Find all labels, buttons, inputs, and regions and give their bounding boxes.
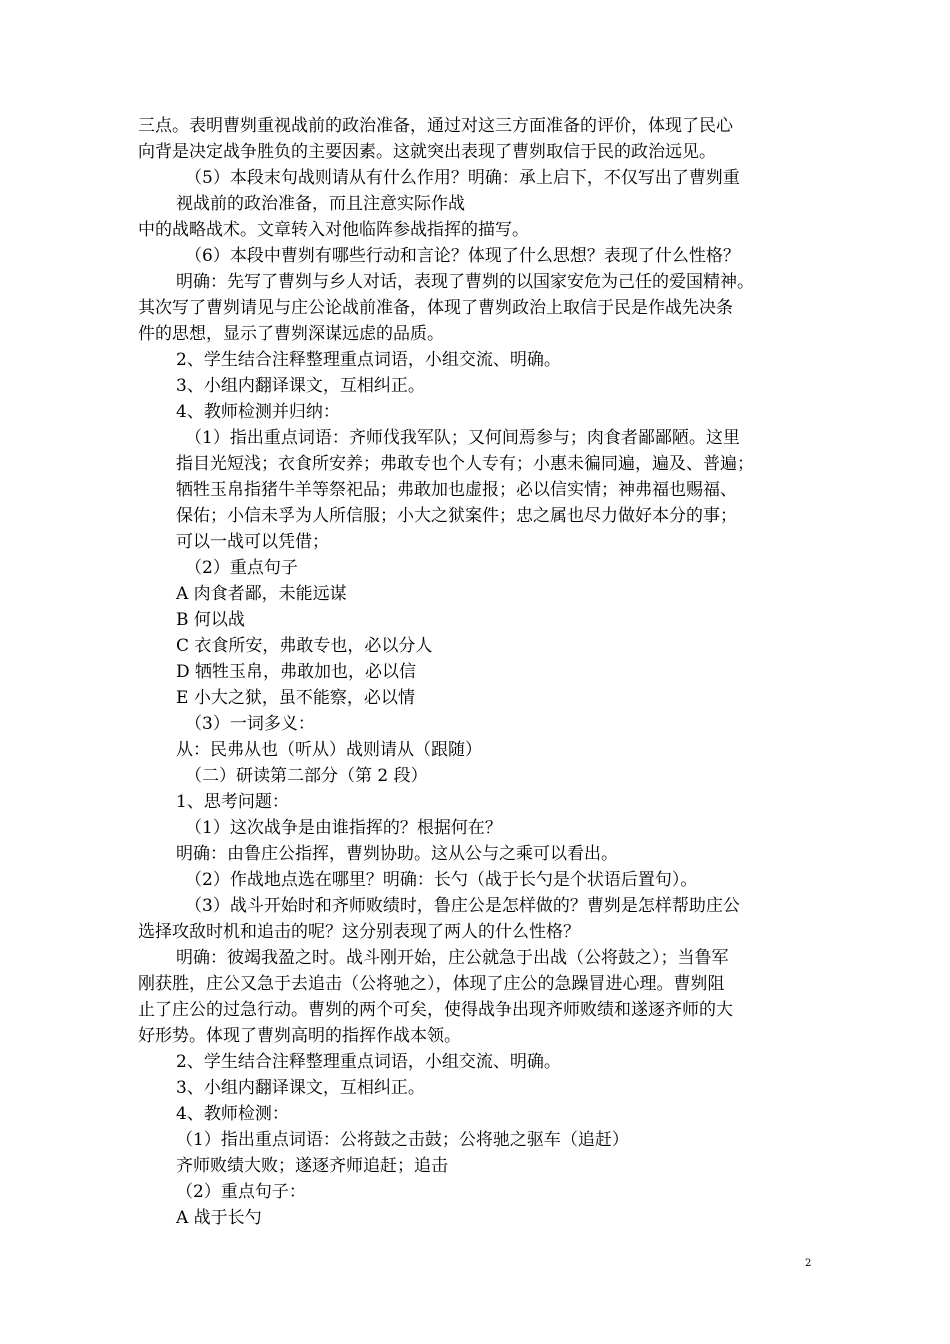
text-line: （5）本段末句战则请从有什么作用？明确：承上启下，不仅写出了曹刿重: [185, 168, 740, 188]
text-line: 3、小组内翻译课文，互相纠正。: [176, 1078, 425, 1098]
text-line: D 牺牲玉帛，弗敢加也，必以信: [176, 662, 417, 682]
text-line: （2）重点句子: [185, 558, 298, 578]
text-line: 视战前的政治准备，而且注意实际作战: [176, 194, 465, 214]
text-line: 指目光短浅；衣食所安养；弗敢专也个人专有；小惠未徧同遍，遍及、普遍；: [176, 454, 754, 474]
text-line: （1）指出重点词语：公将鼓之击鼓；公将驰之驱车（追赶）: [176, 1130, 629, 1150]
text-line: 向背是决定战争胜负的主要因素。这就突出表现了曹刿取信于民的政治远见。: [138, 142, 716, 162]
text-line: 3、小组内翻译课文，互相纠正。: [176, 376, 425, 396]
text-line: 可以一战可以凭借；: [176, 532, 329, 552]
text-line: 其次写了曹刿请见与庄公论战前准备，体现了曹刿政治上取信于民是作战先决条: [138, 298, 733, 318]
text-line: 件的思想，显示了曹刿深谋远虑的品质。: [138, 324, 444, 344]
text-line: 好形势。体现了曹刿高明的指挥作战本领。: [138, 1026, 461, 1046]
text-line: 保佑；小信未孚为人所信服；小大之狱案件；忠之属也尽力做好本分的事；: [176, 506, 737, 526]
text-line: （1）这次战争是由谁指挥的？根据何在？: [185, 818, 502, 838]
text-line: 2、学生结合注释整理重点词语，小组交流、明确。: [176, 1052, 561, 1072]
text-line: （1）指出重点词语：齐师伐我军队；又何间焉参与；肉食者鄙鄙陋。这里: [185, 428, 740, 448]
text-line: （2）重点句子：: [176, 1182, 306, 1202]
text-line: A 肉食者鄙，未能远谋: [176, 584, 347, 604]
text-line: 4、教师检测：: [176, 1104, 289, 1124]
text-line: 明确：由鲁庄公指挥，曹刿协助。这从公与之乘可以看出。: [176, 844, 618, 864]
text-line: 刚获胜，庄公又急于去追击（公将驰之），体现了庄公的急躁冒进心理。曹刿阻: [138, 974, 725, 994]
page-number: 2: [805, 1258, 812, 1269]
text-line: 选择攻敌时机和追击的呢？这分别表现了两人的什么性格？: [138, 922, 580, 942]
text-line: 三点。表明曹刿重视战前的政治准备，通过对这三方面准备的评价，体现了民心: [138, 116, 733, 136]
text-line: E 小大之狱，虽不能察，必以情: [176, 688, 415, 708]
text-line: 齐师败绩大败；遂逐齐师追赶；追击: [176, 1156, 448, 1176]
text-line: 从：民弗从也（听从）战则请从（跟随）: [176, 740, 482, 760]
text-line: 中的战略战术。文章转入对他临阵参战指挥的描写。: [138, 220, 529, 240]
text-line: A 战于长勺: [176, 1208, 262, 1228]
text-line: 明确：彼竭我盈之时。战斗刚开始，庄公就急于出战（公将鼓之）；当鲁军: [176, 948, 729, 968]
text-line: 止了庄公的过急行动。曹刿的两个可矣，使得战争出现齐师败绩和遂逐齐师的大: [138, 1000, 733, 1020]
text-line: 1、思考问题：: [176, 792, 289, 812]
text-line: 明确：先写了曹刿与乡人对话，表现了曹刿的以国家安危为己任的爱国精神。: [176, 272, 754, 292]
text-line: C 衣食所安，弗敢专也，必以分人: [176, 636, 433, 656]
text-line: （6）本段中曹刿有哪些行动和言论？体现了什么思想？表现了什么性格？: [185, 246, 740, 266]
text-line: 4、教师检测并归纳：: [176, 402, 340, 422]
text-line: （3）一词多义：: [185, 714, 315, 734]
text-line: B 何以战: [176, 610, 245, 630]
text-line: 牺牲玉帛指猪牛羊等祭祀品；弗敢加也虚报；必以信实情；神弗福也赐福、: [176, 480, 737, 500]
text-line: （2）作战地点选在哪里？明确：长勺（战于长勺是个状语后置句）。: [185, 870, 698, 890]
text-line: （3）战斗开始时和齐师败绩时，鲁庄公是怎样做的？曹刿是怎样帮助庄公: [185, 896, 740, 916]
text-line: （二）研读第二部分（第 2 段）: [185, 766, 428, 786]
text-line: 2、学生结合注释整理重点词语，小组交流、明确。: [176, 350, 561, 370]
